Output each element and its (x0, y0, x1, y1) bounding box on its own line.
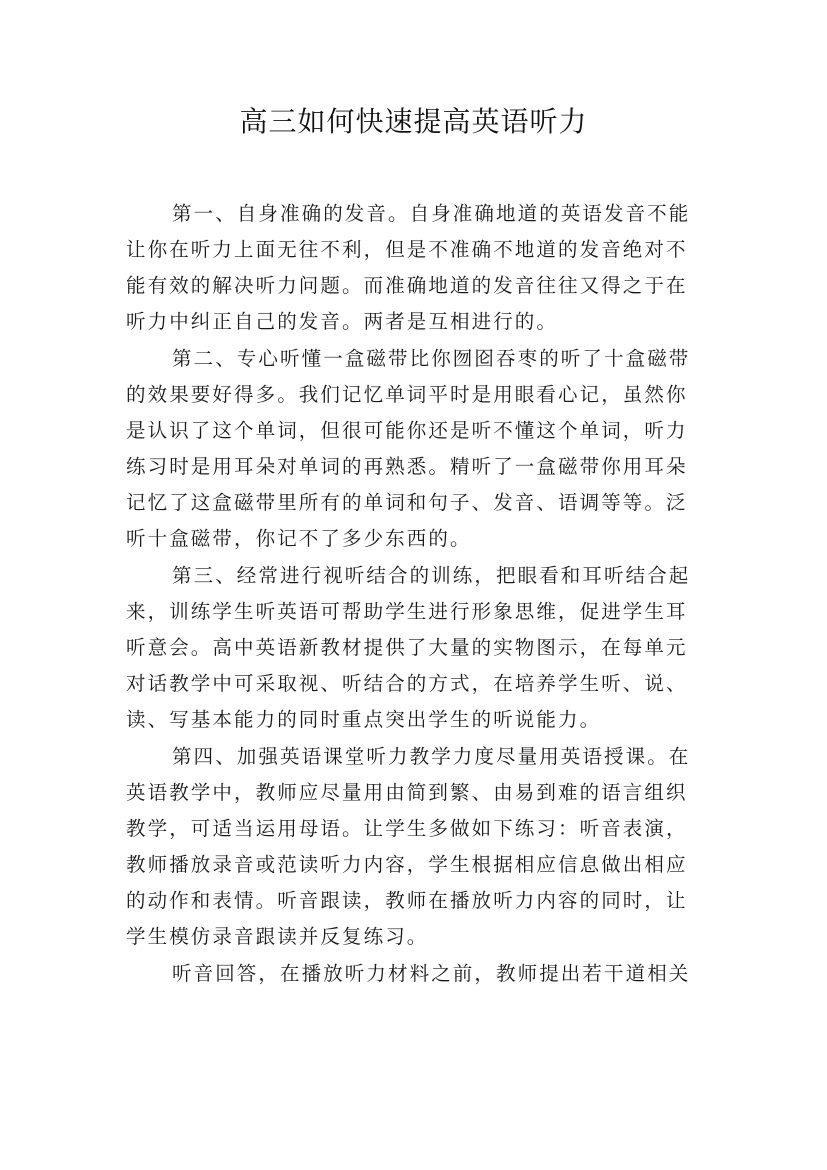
body-line: 学生模仿录音跟读并反复练习。 (126, 925, 429, 948)
body-line: 练习时是用耳朵对单词的再熟悉。精听了一盒磁带你用耳朵 (126, 455, 688, 478)
body-line: 英语教学中，教师应尽量用由简到繁、由易到难的语言组织 (126, 781, 688, 804)
body-line: 让你在听力上面无往不利，但是不准确不地道的发音绝对不 (126, 238, 688, 261)
body-line: 第二、专心听懂一盒磁带比你囫囵吞枣的听了十盒磁带 (172, 347, 691, 370)
body-line: 教学，可适当运用母语。让学生多做如下练习：听音表演， (126, 817, 688, 840)
body-line: 第一、自身准确的发音。自身准确地道的英语发音不能 (172, 202, 691, 225)
body-line: 教师播放录音或范读听力内容，学生根据相应信息做出相应 (126, 853, 688, 876)
body-line: 能有效的解决听力问题。而准确地道的发音往往又得之于在 (126, 274, 688, 297)
body-line: 是认识了这个单词，但很可能你还是听不懂这个单词，听力 (126, 419, 688, 442)
body-line: 记忆了这盒磁带里所有的单词和句子、发音、语调等等。泛 (126, 491, 688, 514)
body-line: 来，训练学生听英语可帮助学生进行形象思维，促进学生耳 (126, 600, 688, 623)
body-line: 的效果要好得多。我们记忆单词平时是用眼看心记，虽然你 (126, 383, 688, 406)
body-line: 听力中纠正自己的发音。两者是互相进行的。 (126, 310, 559, 333)
document-title: 高三如何快速提高英语听力 (239, 105, 588, 138)
body-line: 第四、加强英语课堂听力教学力度尽量用英语授课。在 (172, 745, 691, 768)
body-line: 的动作和表情。听音跟读，教师在播放听力内容的同时，让 (126, 889, 688, 912)
body-line: 听意会。高中英语新教材提供了大量的实物图示，在每单元 (126, 636, 688, 659)
body-line: 听音回答，在播放听力材料之前，教师提出若干道相关 (172, 962, 691, 985)
body-line: 听十盒磁带，你记不了多少东西的。 (126, 527, 472, 550)
body-line: 对话教学中可采取视、听结合的方式，在培养学生听、说、 (126, 672, 688, 695)
body-line: 第三、经常进行视听结合的训练，把眼看和耳听结合起 (172, 564, 691, 587)
body-line: 读、写基本能力的同时重点突出学生的听说能力。 (126, 708, 602, 731)
